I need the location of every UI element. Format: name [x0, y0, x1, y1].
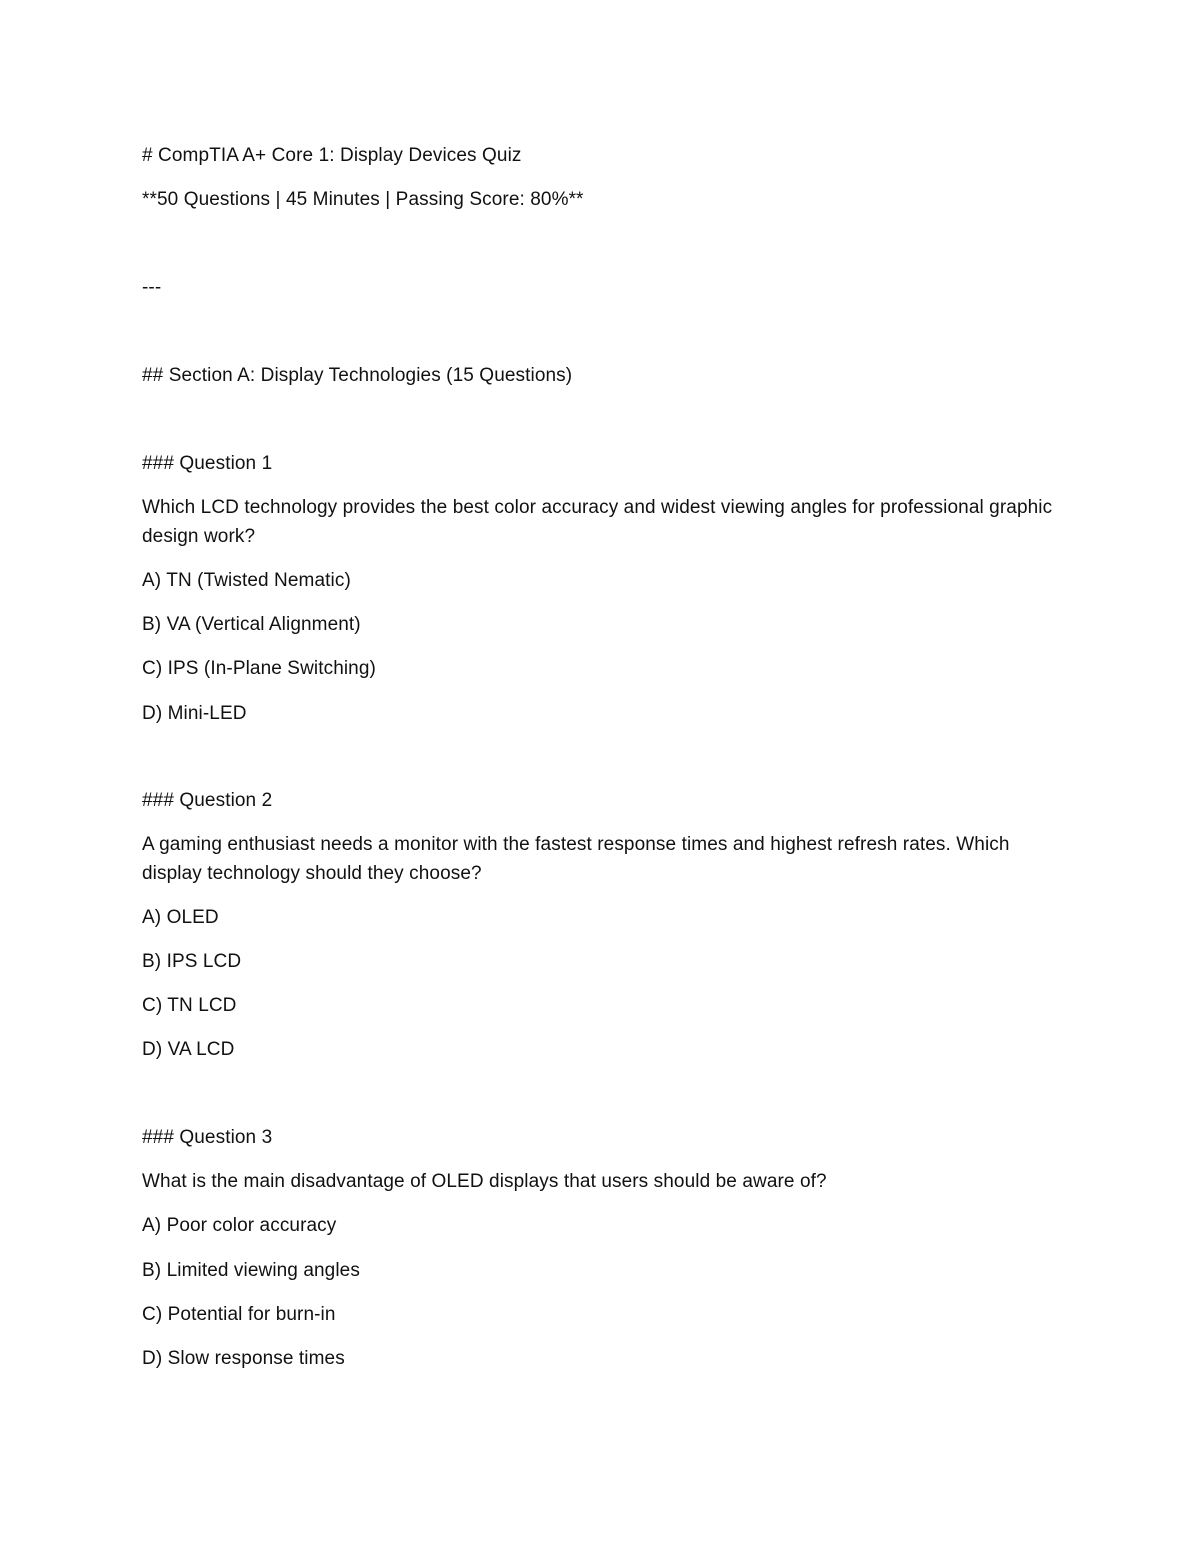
quiz-meta: **50 Questions | 45 Minutes | Passing Score: 80%**: [142, 189, 584, 210]
answer-option: C) IPS (In-Plane Switching): [142, 658, 376, 679]
answer-option: D) Slow response times: [142, 1348, 345, 1369]
question-heading: ### Question 3: [142, 1127, 273, 1148]
answer-option: D) Mini-LED: [142, 703, 247, 724]
document-title: # CompTIA A+ Core 1: Display Devices Quiz: [142, 145, 522, 166]
question-text: A gaming enthusiast needs a monitor with the fastest response times and highest refresh rates. Which display technology should they choose?: [142, 834, 1010, 884]
answer-option: A) OLED: [142, 907, 219, 928]
answer-option: C) TN LCD: [142, 995, 237, 1016]
question-heading: ### Question 2: [142, 790, 273, 811]
answer-option: A) TN (Twisted Nematic): [142, 570, 351, 591]
answer-option: C) Potential for burn-in: [142, 1304, 336, 1325]
answer-option: D) VA LCD: [142, 1039, 235, 1060]
answer-option: B) Limited viewing angles: [142, 1260, 360, 1281]
section-heading: ## Section A: Display Technologies (15 Questions): [142, 365, 573, 386]
answer-option: A) Poor color accuracy: [142, 1215, 337, 1236]
answer-option: B) VA (Vertical Alignment): [142, 614, 361, 635]
question-text: Which LCD technology provides the best color accuracy and widest viewing angles for professional graphic design work?: [142, 497, 1053, 547]
separator: ---: [142, 277, 162, 298]
answer-option: B) IPS LCD: [142, 951, 242, 972]
question-text: What is the main disadvantage of OLED displays that users should be aware of?: [142, 1171, 827, 1192]
question-heading: ### Question 1: [142, 453, 273, 474]
